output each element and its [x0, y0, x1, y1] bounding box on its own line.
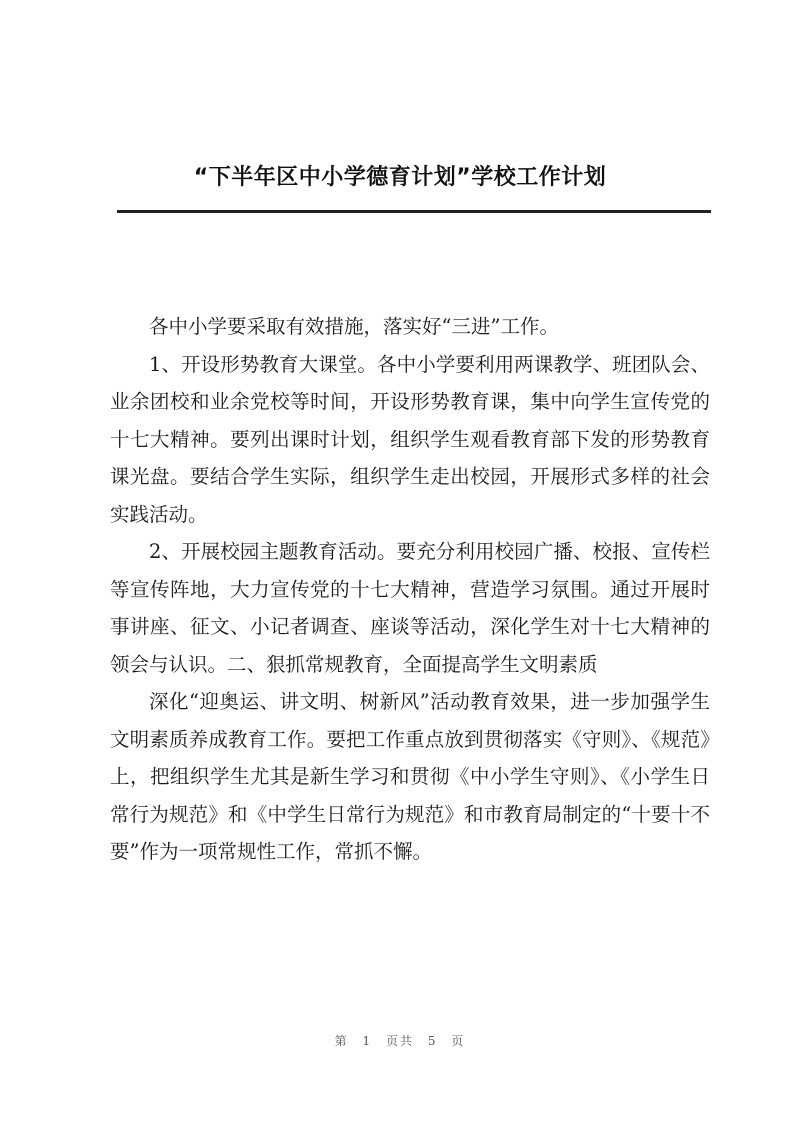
document-title: “下半年区中小学德育计划”学校工作计划 — [193, 165, 607, 190]
footer-prefix: 第 — [334, 1034, 349, 1048]
footer-current-page: 1 — [362, 1034, 373, 1048]
footer-total-pages: 5 — [427, 1034, 438, 1048]
footer-middle: 页共 — [385, 1034, 414, 1048]
paragraph: 1、开设形势教育大课堂。各中小学要利用两课教学、班团队会、业余团校和业余党校等时间，开设形势教育课，集中向学生宣传党的十七大精神。要列出课时计划，组织学生观看教育部下发的形势教育课光盘。要结合学生实际，组织学生走出校园，开展形式多样的社会实践活动。 — [110, 352, 710, 526]
paragraph: 各中小学要采取有效措施，落实好“三进”工作。 — [149, 315, 559, 338]
paragraph: 2、开展校园主题教育活动。要充分利用校园广播、校报、宣传栏等宣传阵地，大力宣传党的十七大精神，营造学习氛围。通过开展时事讲座、征文、小记者调查、座谈等活动，深化学生对十七大精神的领会与认识。二、狠抓常规教育，全面提高学生文明素质 — [110, 540, 710, 676]
footer-suffix: 页 — [451, 1034, 466, 1048]
page-number-footer — [0, 1032, 800, 1049]
paragraph: 深化“迎奥运、讲文明、树新风”活动教育效果，进一步加强学生文明素质养成教育工作。要把工作重点放到贯彻落实《守则》、《规范》上，把组织学生尤其是新生学习和贯彻《中小学生守则》、《小学生日常行为规范》和《中学生日常行为规范》和市教育局制定的“十要十不要”作为一项常规性工作，常抓不懈。 — [110, 690, 710, 863]
title-underline — [117, 210, 711, 213]
document-body — [110, 308, 710, 871]
